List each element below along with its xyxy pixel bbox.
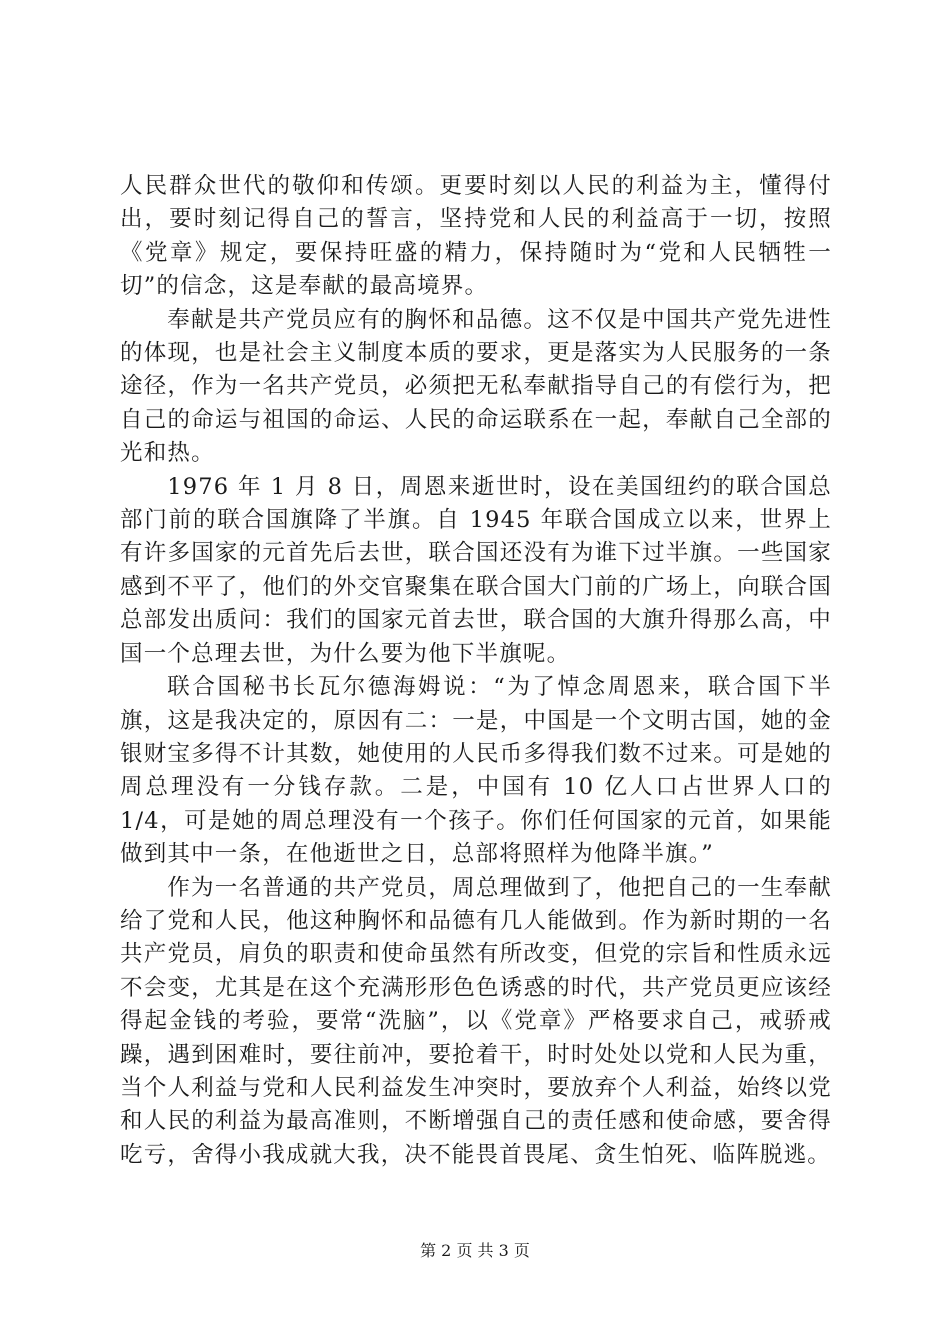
paragraph-1: 人民群众世代的敬仰和传颂。更要时刻以人民的利益为主，懂得付出，要时刻记得自己的誓言，坚持党和人民的利益高于一切，按照《党章》规定，要保持旺盛的精力，保持随时为“党和人民牺牲一切”的信念，这是奉献的最高境界。 bbox=[120, 173, 832, 300]
paragraph-4: 联合国秘书长瓦尔德海姆说：“为了悼念周恩来，联合国下半旗，这是我决定的，原因有二：一是，中国是一个文明古国，她的金银财宝多得不计其数，她使用的人民币多得我们数不过来。可是她的周总理没有一分钱存款。二是，中国有 10 亿人口占世界人口的 1/4，可是她的周总理没有一个孩子。你们任何国家的元首，如果能做到其中一条，在他逝世之日，总部将照样为他降半旗。” bbox=[120, 674, 832, 868]
paragraph-5: 作为一名普通的共产党员，周总理做到了，他把自己的一生奉献给了党和人民，他这种胸怀和品德有几人能做到。作为新时期的一名共产党员，肩负的职责和使命虽然有所改变，但党的宗旨和性质永远不会变，尤其是在这个充满形形色色诱惑的时代，共产党员更应该经得起金钱的考验，要常“洗脑”，以《党章》严格要求自己，戒骄戒躁，遇到困难时，要往前冲，要抢着干，时时处处以党和人民为重，当个人利益与党和人民利益发生冲突时，要放弃个人利益，始终以党和人民的利益为最高准则，不断增强自己的责任感和使命感，要舍得吃亏，舍得小我成就大我，决不能畏首畏尾、贪生怕死、临阵脱逃。 bbox=[120, 874, 832, 1168]
document-body bbox=[120, 170, 832, 1172]
paragraph-2: 奉献是共产党员应有的胸怀和品德。这不仅是中国共产党先进性的体现，也是社会主义制度本质的要求，更是落实为人民服务的一条途径，作为一名共产党员，必须把无私奉献指导自己的有偿行为，把自己的命运与祖国的命运、人民的命运联系在一起，奉献自己全部的光和热。 bbox=[120, 306, 832, 467]
page-number-footer: 第 2 页 共 3 页 bbox=[420, 1241, 530, 1260]
paragraph-3: 1976 年 1 月 8 日，周恩来逝世时，设在美国纽约的联合国总部门前的联合国旗降了半旗。自 1945 年联合国成立以来，世界上有许多国家的元首先后去世，联合国还没有为谁下过半旗。一些国家感到不平了，他们的外交官聚集在联合国大门前的广场上，向联合国总部发出质问：我们的国家元首去世，联合国的大旗升得那么高，中国一个总理去世，为什么要为他下半旗呢。 bbox=[120, 473, 832, 667]
